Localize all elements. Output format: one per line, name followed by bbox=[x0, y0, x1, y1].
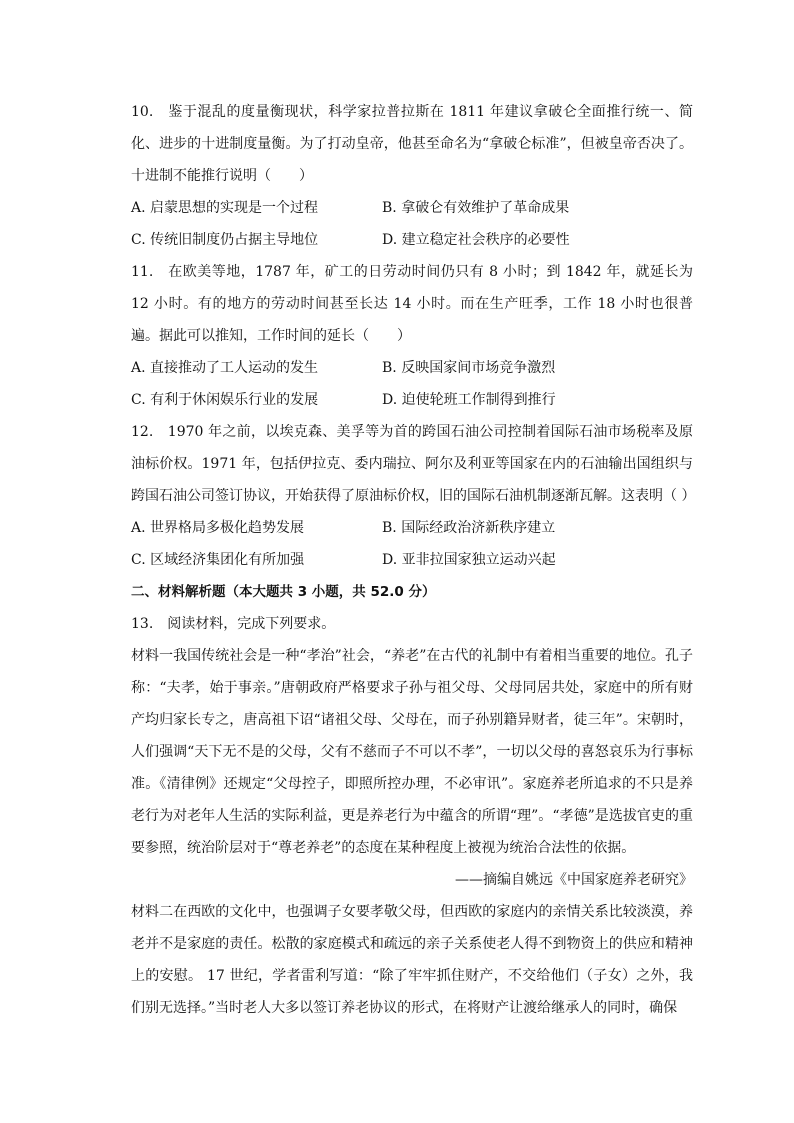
option-c: C. 传统旧制度仍占据主导地位 bbox=[131, 232, 319, 248]
section-heading: 二、材料解析题（本大题共 3 小题，共 52.0 分） bbox=[131, 584, 436, 600]
question-11-stem: 11. 在欧美等地，1787 年，矿工的日劳动时间仍只有 8 小时；到 1842 年，就延长为 12 小时。有的地方的劳动时间甚至长达 14 小时。而在生产旺季，工作 18 小时也很普遍。据此可以推知，工作时间的延长（ ） bbox=[131, 264, 693, 344]
option-c: C. 区域经济集团化有所加强 bbox=[131, 552, 305, 568]
option-b: B. 反映国家间市场竞争激烈 bbox=[382, 360, 556, 376]
option-b: B. 国际经政治济新秩序建立 bbox=[382, 520, 556, 536]
option-a: A. 启蒙思想的实现是一个过程 bbox=[131, 200, 319, 216]
option-d: D. 亚非拉国家独立运动兴起 bbox=[382, 552, 556, 568]
page-content bbox=[131, 96, 696, 1024]
option-d: D. 迫使轮班工作制得到推行 bbox=[382, 392, 556, 408]
option-b: B. 拿破仑有效维护了革命成果 bbox=[382, 200, 570, 216]
option-d: D. 建立稳定社会秩序的必要性 bbox=[382, 232, 570, 248]
question-12-options bbox=[131, 512, 693, 576]
option-a: A. 直接推动了工人运动的发生 bbox=[131, 360, 319, 376]
question-10-stem: 10. 鉴于混乱的度量衡现状，科学家拉普拉斯在 1811 年建议拿破仑全面推行统一、简化、进步的十进制度量衡。为了打动皇帝，他甚至命名为“拿破仑标准”，但被皇帝否决了。十进制不能推行说明（ ） bbox=[131, 104, 693, 184]
question-13-prompt: 13. 阅读材料，完成下列要求。 bbox=[131, 616, 336, 632]
material-2: 材料二在西欧的文化中，也强调子女要孝敬父母，但西欧的家庭内的亲情关系比较淡漠，养老并不是家庭的责任。松散的家庭模式和疏远的亲子关系使老人得不到物资上的供应和精神上的安慰。 17 世纪，学者雷利写道：“除了牢牢抓住财产，不交给他们（子女）之外，我们别无选择。”当时老人大多以签订养老协议的形式，在将财产让渡给继承人的同时，确保 bbox=[131, 904, 693, 1016]
option-c: C. 有利于休闲娱乐行业的发展 bbox=[131, 392, 319, 408]
question-12-stem: 12. 1970 年之前，以埃克森、美孚等为首的跨国石油公司控制着国际石油市场税率及原油标价权。1971 年，包括伊拉克、委内瑞拉、阿尔及利亚等国家在内的石油输出国组织与跨国石油公司签订协议，开始获得了原油标价权，旧的国际石油机制逐渐瓦解。这表明（ ） bbox=[131, 424, 696, 504]
material-1: 材料一我国传统社会是一种“孝治”社会，“养老”在古代的礼制中有着相当重要的地位。孔子称：“夫孝，始于事亲。”唐朝政府严格要求子孙与祖父母、父母同居共处，家庭中的所有财产均归家长专之，唐高祖下诏“诸祖父母、父母在，而子孙别籍异财者，徒三年”。宋朝时，人们强调“天下无不是的父母，父有不慈而子不可以不孝”，一切以父母的喜怒哀乐为行事标准。《清律例》还规定“父母控子，即照所控办理，不必审讯”。家庭养老所追求的不只是养老行为对老年人生活的实际利益，更是养老行为中蕴含的所谓“理”。“孝德”是选拔官吏的重要参照，统治阶层对于“尊老养老”的态度在某种程度上被视为统治合法性的依据。 bbox=[131, 648, 693, 856]
question-10-options bbox=[131, 192, 693, 256]
question-11-options bbox=[131, 352, 693, 416]
option-a: A. 世界格局多极化趋势发展 bbox=[131, 520, 305, 536]
material-1-source: ——摘编自姚远《中国家庭养老研究》 bbox=[455, 872, 693, 888]
